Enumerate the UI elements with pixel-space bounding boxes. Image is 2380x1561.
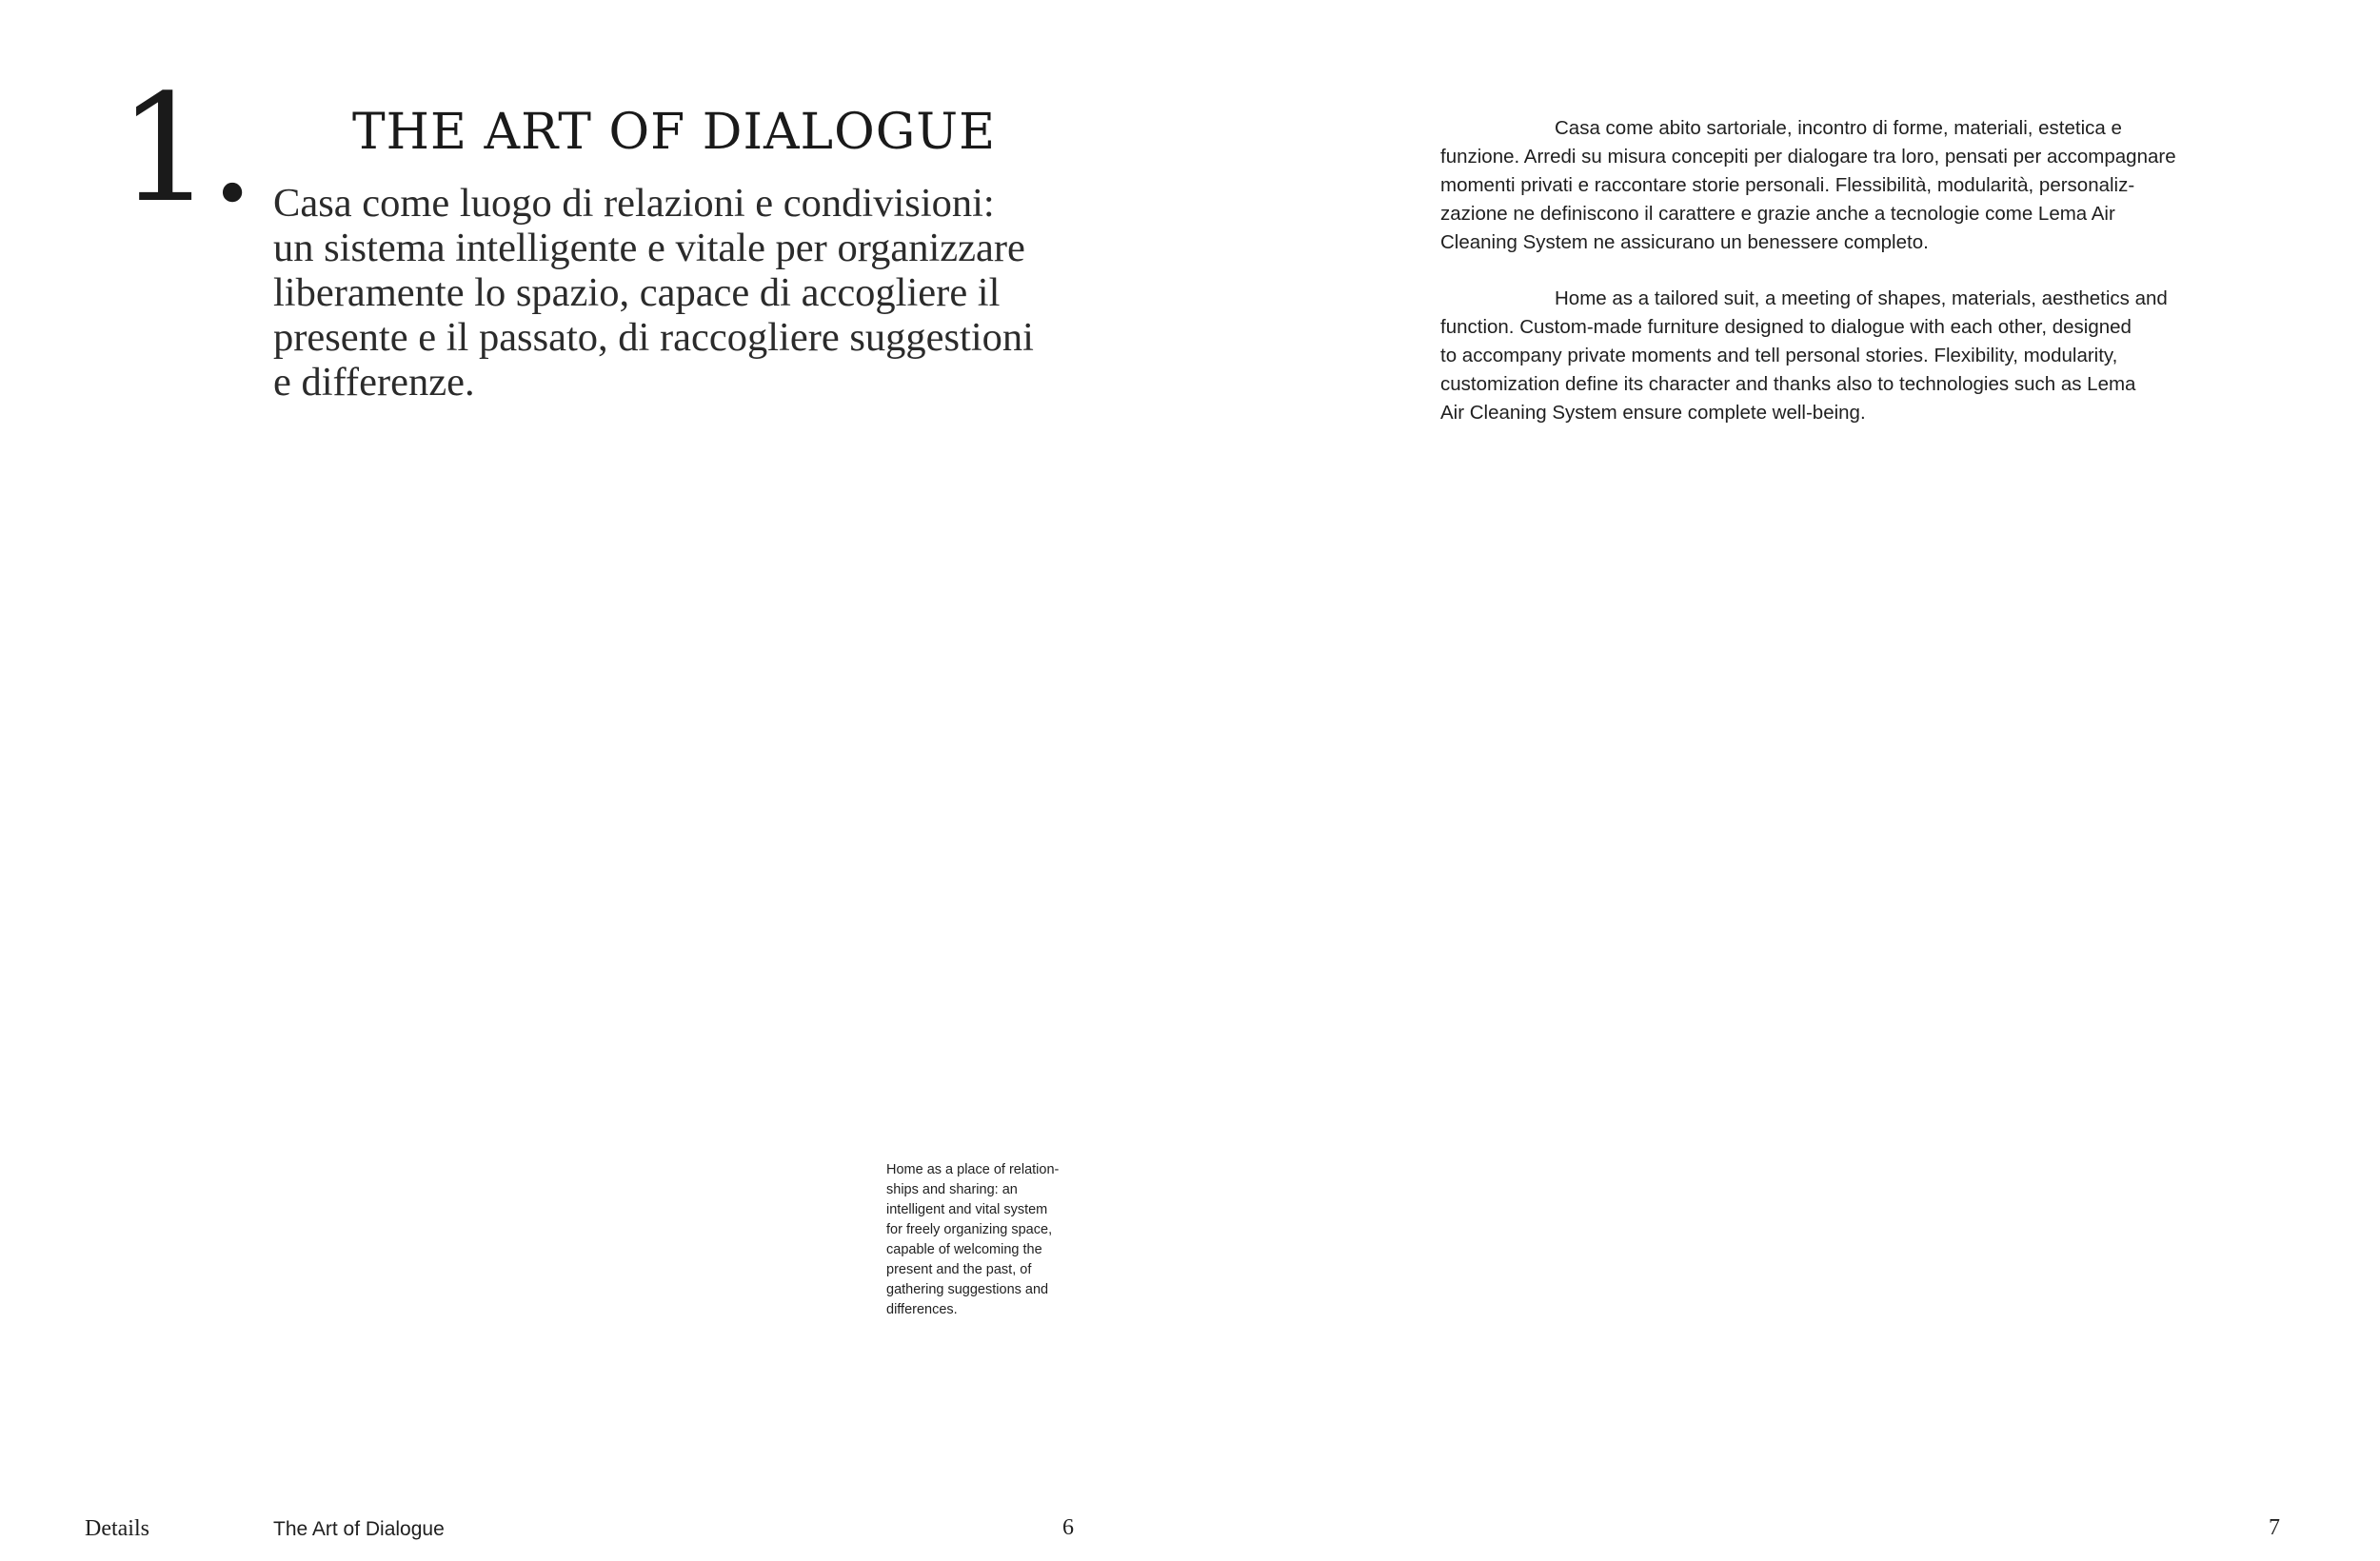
intro-line: e differenze. [273,360,475,405]
chapter-title: THE ART OF DIALOGUE [352,104,997,161]
intro-line: Casa come luogo di relazioni e condivisioni: [273,181,995,226]
english-paragraph [1440,285,2250,427]
page-number-left: 6 [1062,1515,1074,1540]
paragraph-line: Home as a tailored suit, a meeting of shapes, materials, aesthetics and [1555,287,2168,309]
caption-line: Home as a place of relation- [886,1162,1060,1177]
footer-chapter-label: The Art of Dialogue [273,1518,445,1540]
paragraph-line: Air Cleaning System ensure complete well-being. [1440,402,1866,424]
paragraph-line: function. Custom-made furniture designed to dialogue with each other, designed [1440,316,2132,338]
paragraph-line: funzione. Arredi su misura concepiti per dialogare tra loro, pensati per accompagnare [1440,146,2176,168]
caption-line: ships and sharing: an [886,1182,1018,1197]
paragraph-line: Casa come abito sartoriale, incontro di forme, materiali, estetica e [1555,117,2122,139]
caption-line: present and the past, of [886,1262,1032,1277]
paragraph-line: to accompany private moments and tell personal stories. Flexibility, modularity, [1440,345,2118,366]
intro-paragraph [273,181,1092,405]
caption-line: intelligent and vital system [886,1202,1048,1217]
intro-line: liberamente lo spazio, capace di accogliere il [273,270,1001,315]
chapter-number: 1. [118,62,252,235]
footer-section-label: Details [85,1516,149,1541]
english-caption [886,1160,1105,1320]
paragraph-line: customization define its character and thanks also to technologies such as Lema [1440,373,2136,395]
intro-line: presente e il passato, di raccogliere suggestioni [273,315,1034,360]
paragraph-line: Cleaning System ne assicurano un benessere completo. [1440,231,1929,253]
caption-line: capable of welcoming the [886,1242,1042,1257]
italian-paragraph [1440,114,2250,257]
caption-line: for freely organizing space, [886,1222,1053,1237]
paragraph-line: momenti privati e raccontare storie personali. Flessibilità, modularità, personaliz- [1440,174,2135,196]
page-number-right: 7 [2269,1515,2280,1540]
intro-line: un sistema intelligente e vitale per organizzare [273,226,1025,270]
paragraph-line: zazione ne definiscono il carattere e grazie anche a tecnologie come Lema Air [1440,203,2115,225]
caption-line: gathering suggestions and [886,1282,1049,1297]
caption-line: differences. [886,1302,958,1317]
